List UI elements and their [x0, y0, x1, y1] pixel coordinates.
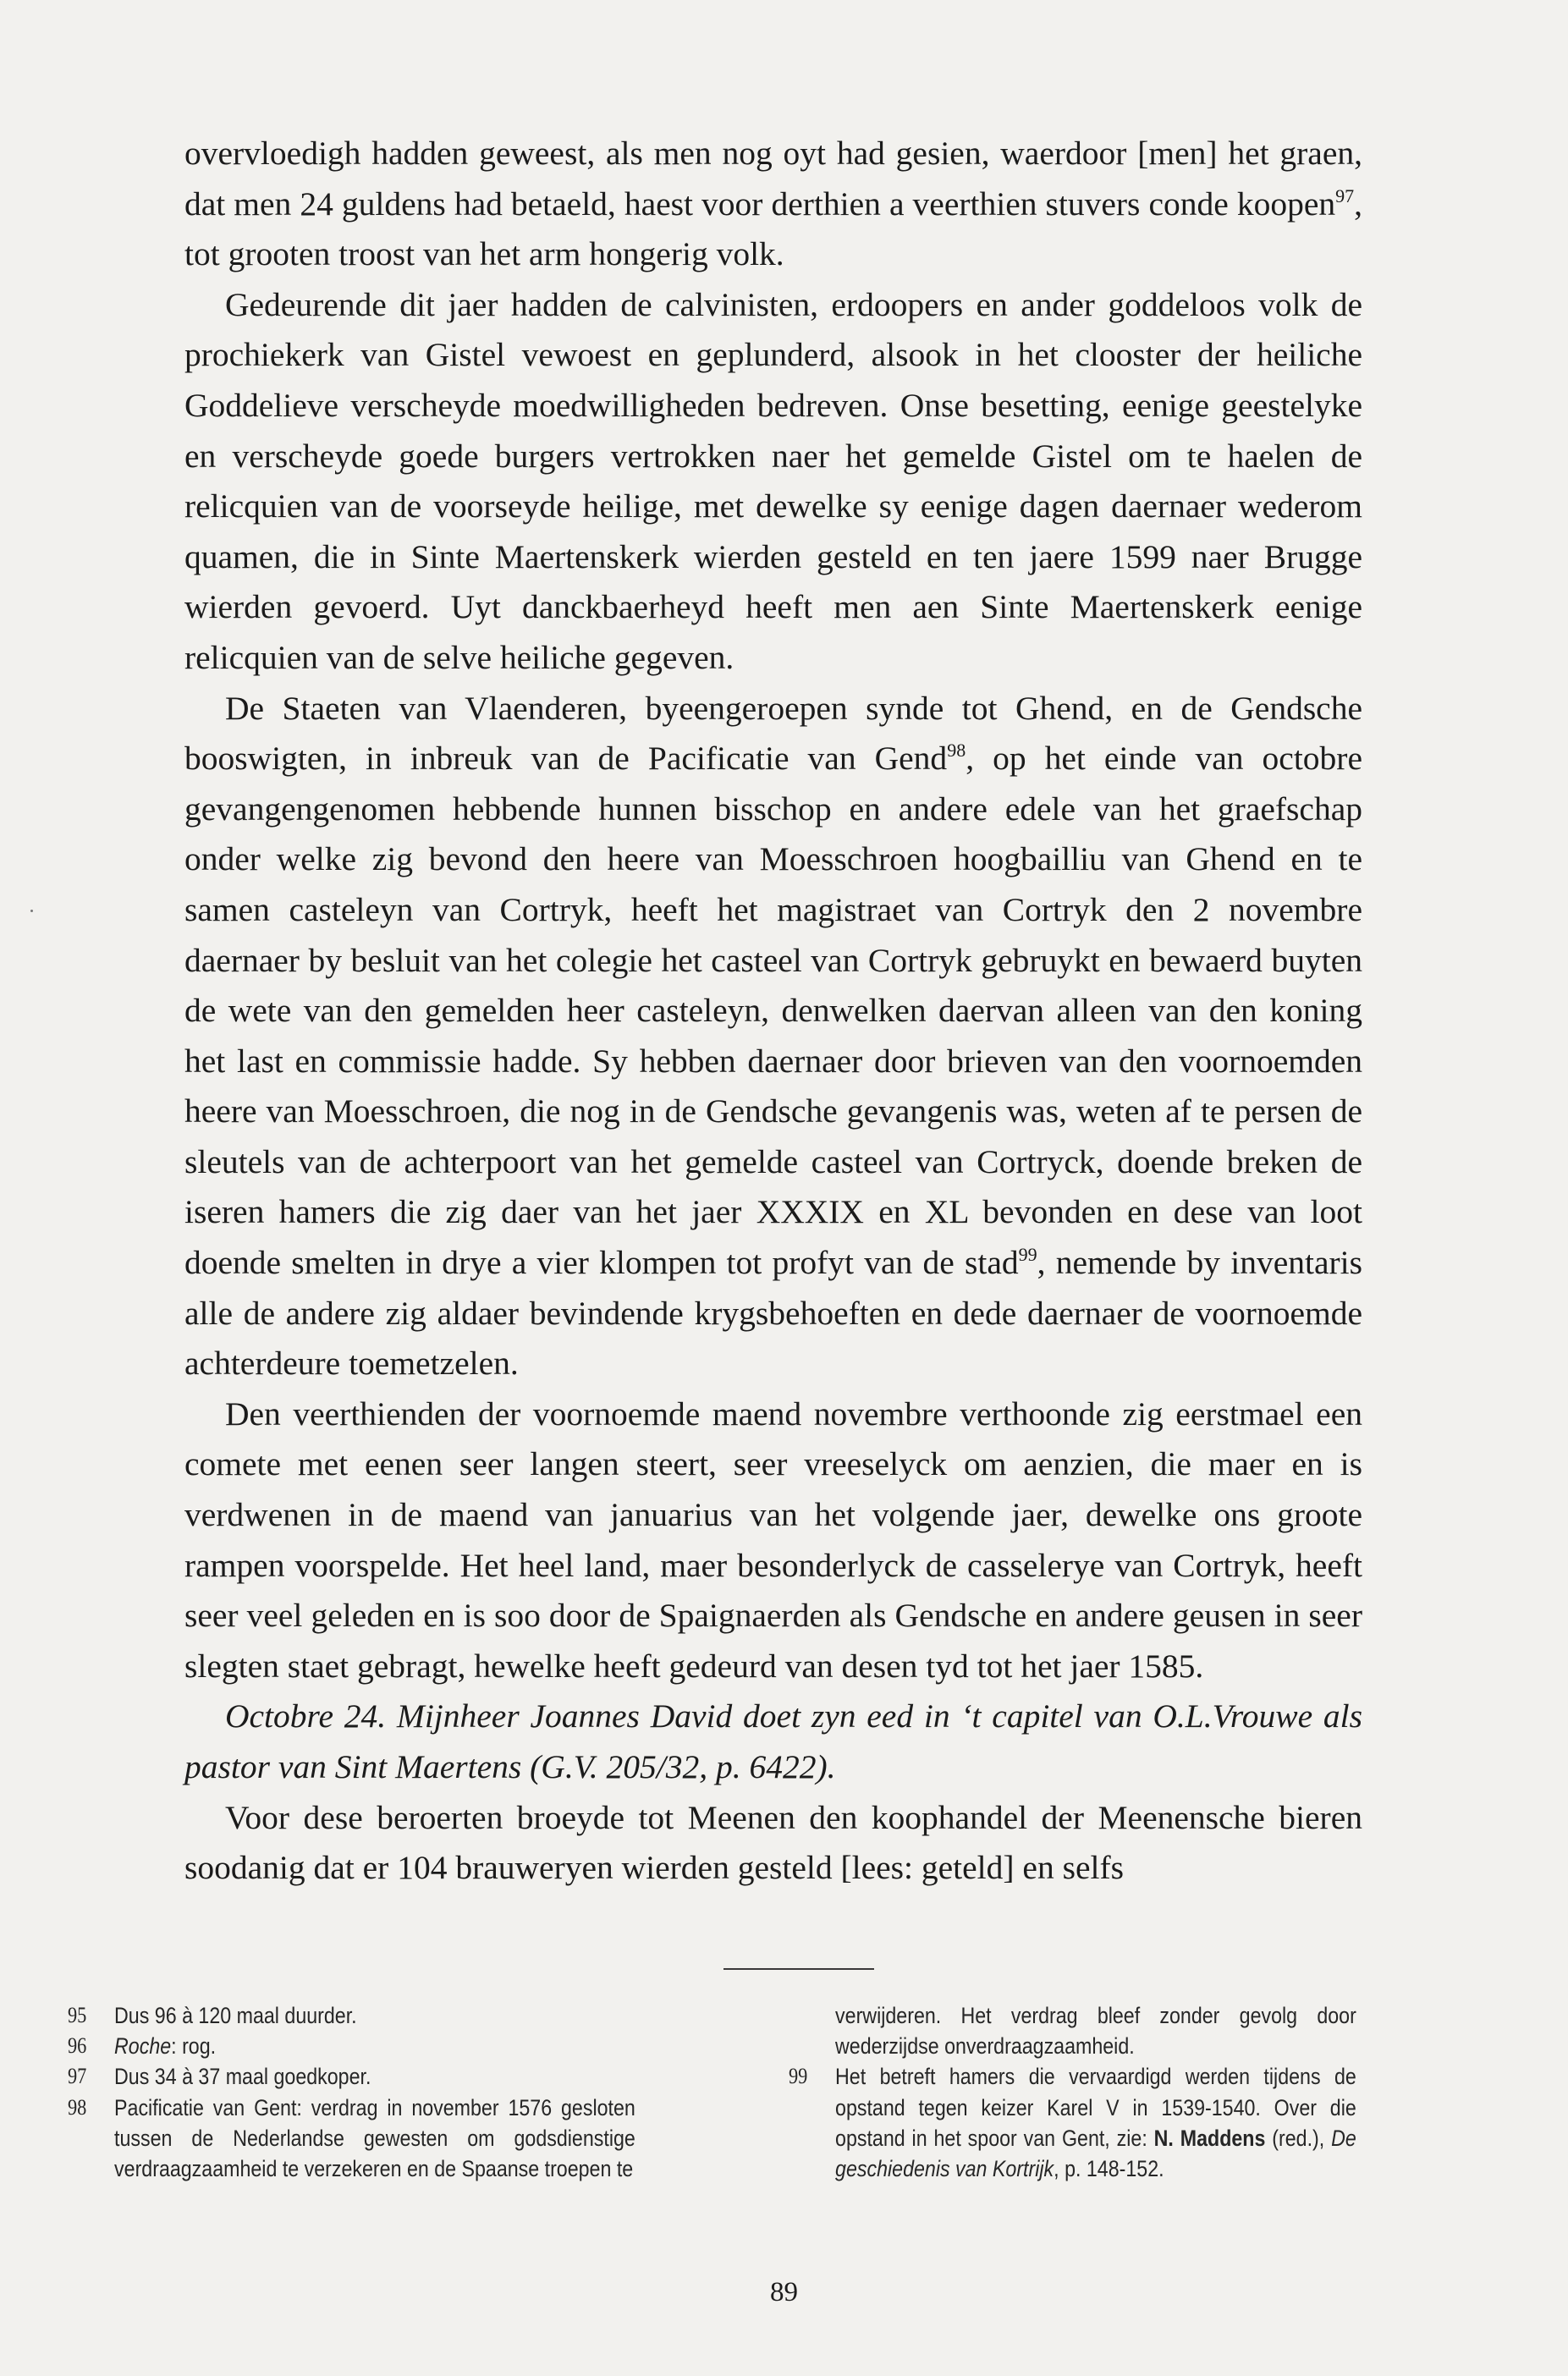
footnote	[68, 2061, 635, 2092]
paragraph: Voor dese beroerten broeyde tot Meenen den koophandel der Meenensche bieren soodanig dat er 104 brauweryen wierden gesteld [lees: geteld] en selfs	[184, 1798, 1362, 1887]
footnote-number: 95	[68, 2003, 87, 2027]
footnote-ref[interactable]: 97	[1335, 184, 1355, 206]
footnote-number: 96	[68, 2033, 87, 2059]
paragraph: Gedeurende dit jaer hadden de calvinisten, erdoopers en ander goddeloos volk de prochiekerk van Gistel vewoest en geplunderd, alsook in het clooster der heiliche Goddelieve verscheyde moedwilligheden bedreven. Onse besetting, eenige geestelyke en verscheyde goede burgers vertrokken naer het gemelde Gistel om te haelen de relicquien van de voorseyde heilige, met dewelke sy eenige dagen daernaer wederom quamen, die in Sinte Maertenskerk wierden gesteld en ten jaere 1599 naer Brugge wierden gevoerd. Uyt danckbaerheyd heeft men aen Sinte Maertenskerk eenige relicquien van de selve heiliche gegeven.	[184, 285, 1362, 676]
footnote-book-title: De geschiedenis van Kortrijk	[835, 2125, 1356, 2182]
footnote	[68, 2000, 635, 2031]
footnote-text: Het betreft hamers die vervaardigd werden tijdens de opstand tegen keizer Karel V in 1539-1540. Over die opstand in het spoor van Gent, zie:	[835, 2064, 1356, 2151]
paragraph: overvloedigh hadden geweest, als men nog oyt had gesien, waerdoor [men] het graen, dat men 24 guldens had betaeld, haest voor derthien a veerthien stuvers conde koopen$^{97}$, tot grooten troost van het arm hongerig volk.	[184, 135, 1362, 273]
paragraph-italic: Octobre 24. Mijnheer Joannes David doet zyn eed in ‘t capitel van O.L.Vrouwe als pastor van Sint Maertens (G.V. 205/32, p. 6422).	[184, 1697, 1362, 1785]
main-text	[184, 129, 1362, 1894]
page-number: 89	[770, 2277, 798, 2307]
footnote-ref[interactable]: 98	[947, 740, 966, 762]
footnotes-right-column	[789, 2000, 1356, 2184]
footnote-author: N. Maddens	[1153, 2125, 1266, 2151]
footnote-separator	[723, 1968, 874, 1970]
footnote-text: verwijderen. Het verdrag bleef zonder gevolg door wederzijdse onverdraagzaamheid.	[835, 2003, 1356, 2060]
footnote-number: 99	[789, 2064, 808, 2089]
footnote	[68, 2093, 635, 2185]
footnote-term: Roche	[114, 2033, 172, 2060]
footnotes-left-column	[68, 2000, 635, 2184]
scan-speck	[30, 910, 33, 912]
footnote	[68, 2031, 635, 2061]
footnote-text: : rog.	[171, 2033, 217, 2060]
footnote-text: Dus 34 à 37 maal goedkoper.	[114, 2064, 371, 2090]
footnote-text: Pacificatie van Gent: verdrag in november 1576 gesloten tussen de Nederlandse gewesten om godsdienstige verdraagzaamheid te verzekeren en de Spaanse troepen te	[114, 2094, 635, 2182]
paragraph: De Staeten van Vlaenderen, byeengeroepen synde tot Ghend, en de Gendsche booswigten, in inbreuk van de Pacificatie van Gend$^{98}$, op het einde van octobre gevangengenomen hebbende hunnen bisschop en andere edele van het graefschap onder welke zig bevond den heere van Moesschroen hoogbailliu van Ghend en te samen casteleyn van Cortryk, heeft het magistraet van Cortryk den 2 novembre daernaer by besluit van het colegie het casteel van Cortryk gebruykt en bewaerd buyten de wete van den gemelden heer casteleyn, denwelken daervan alleen van den koning het last en commissie hadde. Sy hebben daernaer door brieven van den voornoemden heere van Moesschroen, die nog in de Gendsche gevangenis was, weten af te persen de sleutels van de achterpoort van het gemelde casteel van Cortryck, doende breken de iseren hamers die zig daer van het jaer XXXIX en XL bevonden en dese van loot doende smelten in drye a vier klompen tot profyt van de stad$^{99}$, nemende by inventaris alle de andere zig aldaer bevindende krygsbehoeften en dede daernaer de voornoemde achterdeure toemetzelen.	[184, 689, 1362, 1383]
footnote-continuation	[789, 2000, 1356, 2061]
footnote-ref[interactable]: 99	[1018, 1244, 1037, 1266]
footnote-number: 98	[68, 2094, 87, 2120]
footnote: 99 Het betreft hamers die vervaardigd werden tijdens de opstand tegen keizer Karel V in 1539-1540. Over die opstand in het spoor van Gent, zie: N. Maddens (red.), De geschiedenis van Kortrijk, p. 148-152.	[789, 2061, 1356, 2184]
footnote-text: Dus 96 à 120 maal duurder.	[114, 2003, 357, 2028]
footnote-number: 97	[68, 2064, 87, 2089]
paragraph: Den veerthienden der voornoemde maend novembre verthoonde zig eerstmael een comete met eenen seer langen steert, seer vreeselyck om aenzien, die maer en is verdwenen in de maend van januarius van het volgende jaer, dewelke ons groote rampen voorspelde. Het heel land, maer besonderlyck de casselerye van Cortryk, heeft seer veel geleden en is soo door de Spaignaerden als Gendsche en andere geusen in seer slegten staet gebragt, hewelke heeft gedeurd van desen tyd tot het jaer 1585.	[184, 1394, 1362, 1685]
